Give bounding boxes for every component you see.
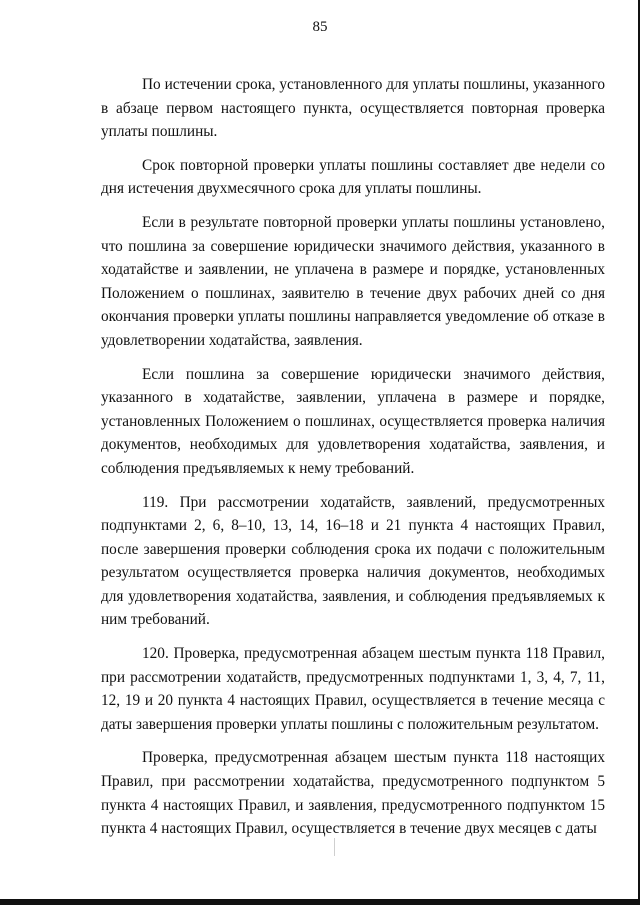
paragraph-item-119: 119. При рассмотрении ходатайств, заявлений, предусмотренных подпунктами 2, 6, 8–10, 13, 14, 16–18 и 21 пункта 4 настоящих Правил, после завершения проверки соблюдения срока их подачи с положительным результатом осуществляется проверка наличия документов, необходимых для удовлетворения ходатайства, заявления, и соблюдения предъявляемых к ним требований. bbox=[101, 493, 605, 629]
paragraph-item-120: 120. Проверка, предусмотренная абзацем шестым пункта 118 Правил, при рассмотрении ходатайств, предусмотренных подпунктами 1, 3, 4, 7, 11, 12, 19 и 20 пункта 4 настоящих Правил, осуществляется в течение месяца с даты завершения проверки уплаты пошлины с положительным результатом. bbox=[101, 645, 605, 733]
scan-edge-bottom bbox=[0, 899, 640, 905]
paragraph: По истечении срока, установленного для уплаты пошлины, указанного в абзаце первом настоящего пункта, осуществляется повторная проверка уплаты пошлины. bbox=[101, 76, 605, 141]
page-number: 85 bbox=[312, 19, 328, 35]
paragraph: Если в результате повторной проверки уплаты пошлины установлено, что пошлина за совершение юридически значимого действия, указанного в ходатайстве и заявлении, не уплачена в размере и порядке, установленных Положением о пошлинах, заявителю в течение двух рабочих дней со дня окончания проверки уплаты пошлины направляется уведомление об отказе в удовлетворении ходатайства, заявления. bbox=[101, 213, 605, 349]
paragraph: Если пошлина за совершение юридически значимого действия, указанного в ходатайстве, заявлении, уплачена в размере и порядке, установленных Положением о пошлинах, осуществляется проверка наличия документов, необходимых для удовлетворения ходатайства, заявления, и соблюдения предъявляемых к нему требований. bbox=[101, 365, 605, 477]
document-body bbox=[101, 73, 605, 851]
paragraph: Проверка, предусмотренная абзацем шестым пункта 118 настоящих Правил, при рассмотрении ходатайства, предусмотренного подпунктом 5 пункта 4 настоящих Правил, и заявления, предусмотренного подпунктом 15 пункта 4 настоящих Правил, осуществляется в течение двух месяцев с даты bbox=[101, 749, 605, 838]
paragraph: Срок повторной проверки уплаты пошлины составляет две недели со дня истечения двухмесячного срока для уплаты пошлины. bbox=[101, 156, 605, 198]
